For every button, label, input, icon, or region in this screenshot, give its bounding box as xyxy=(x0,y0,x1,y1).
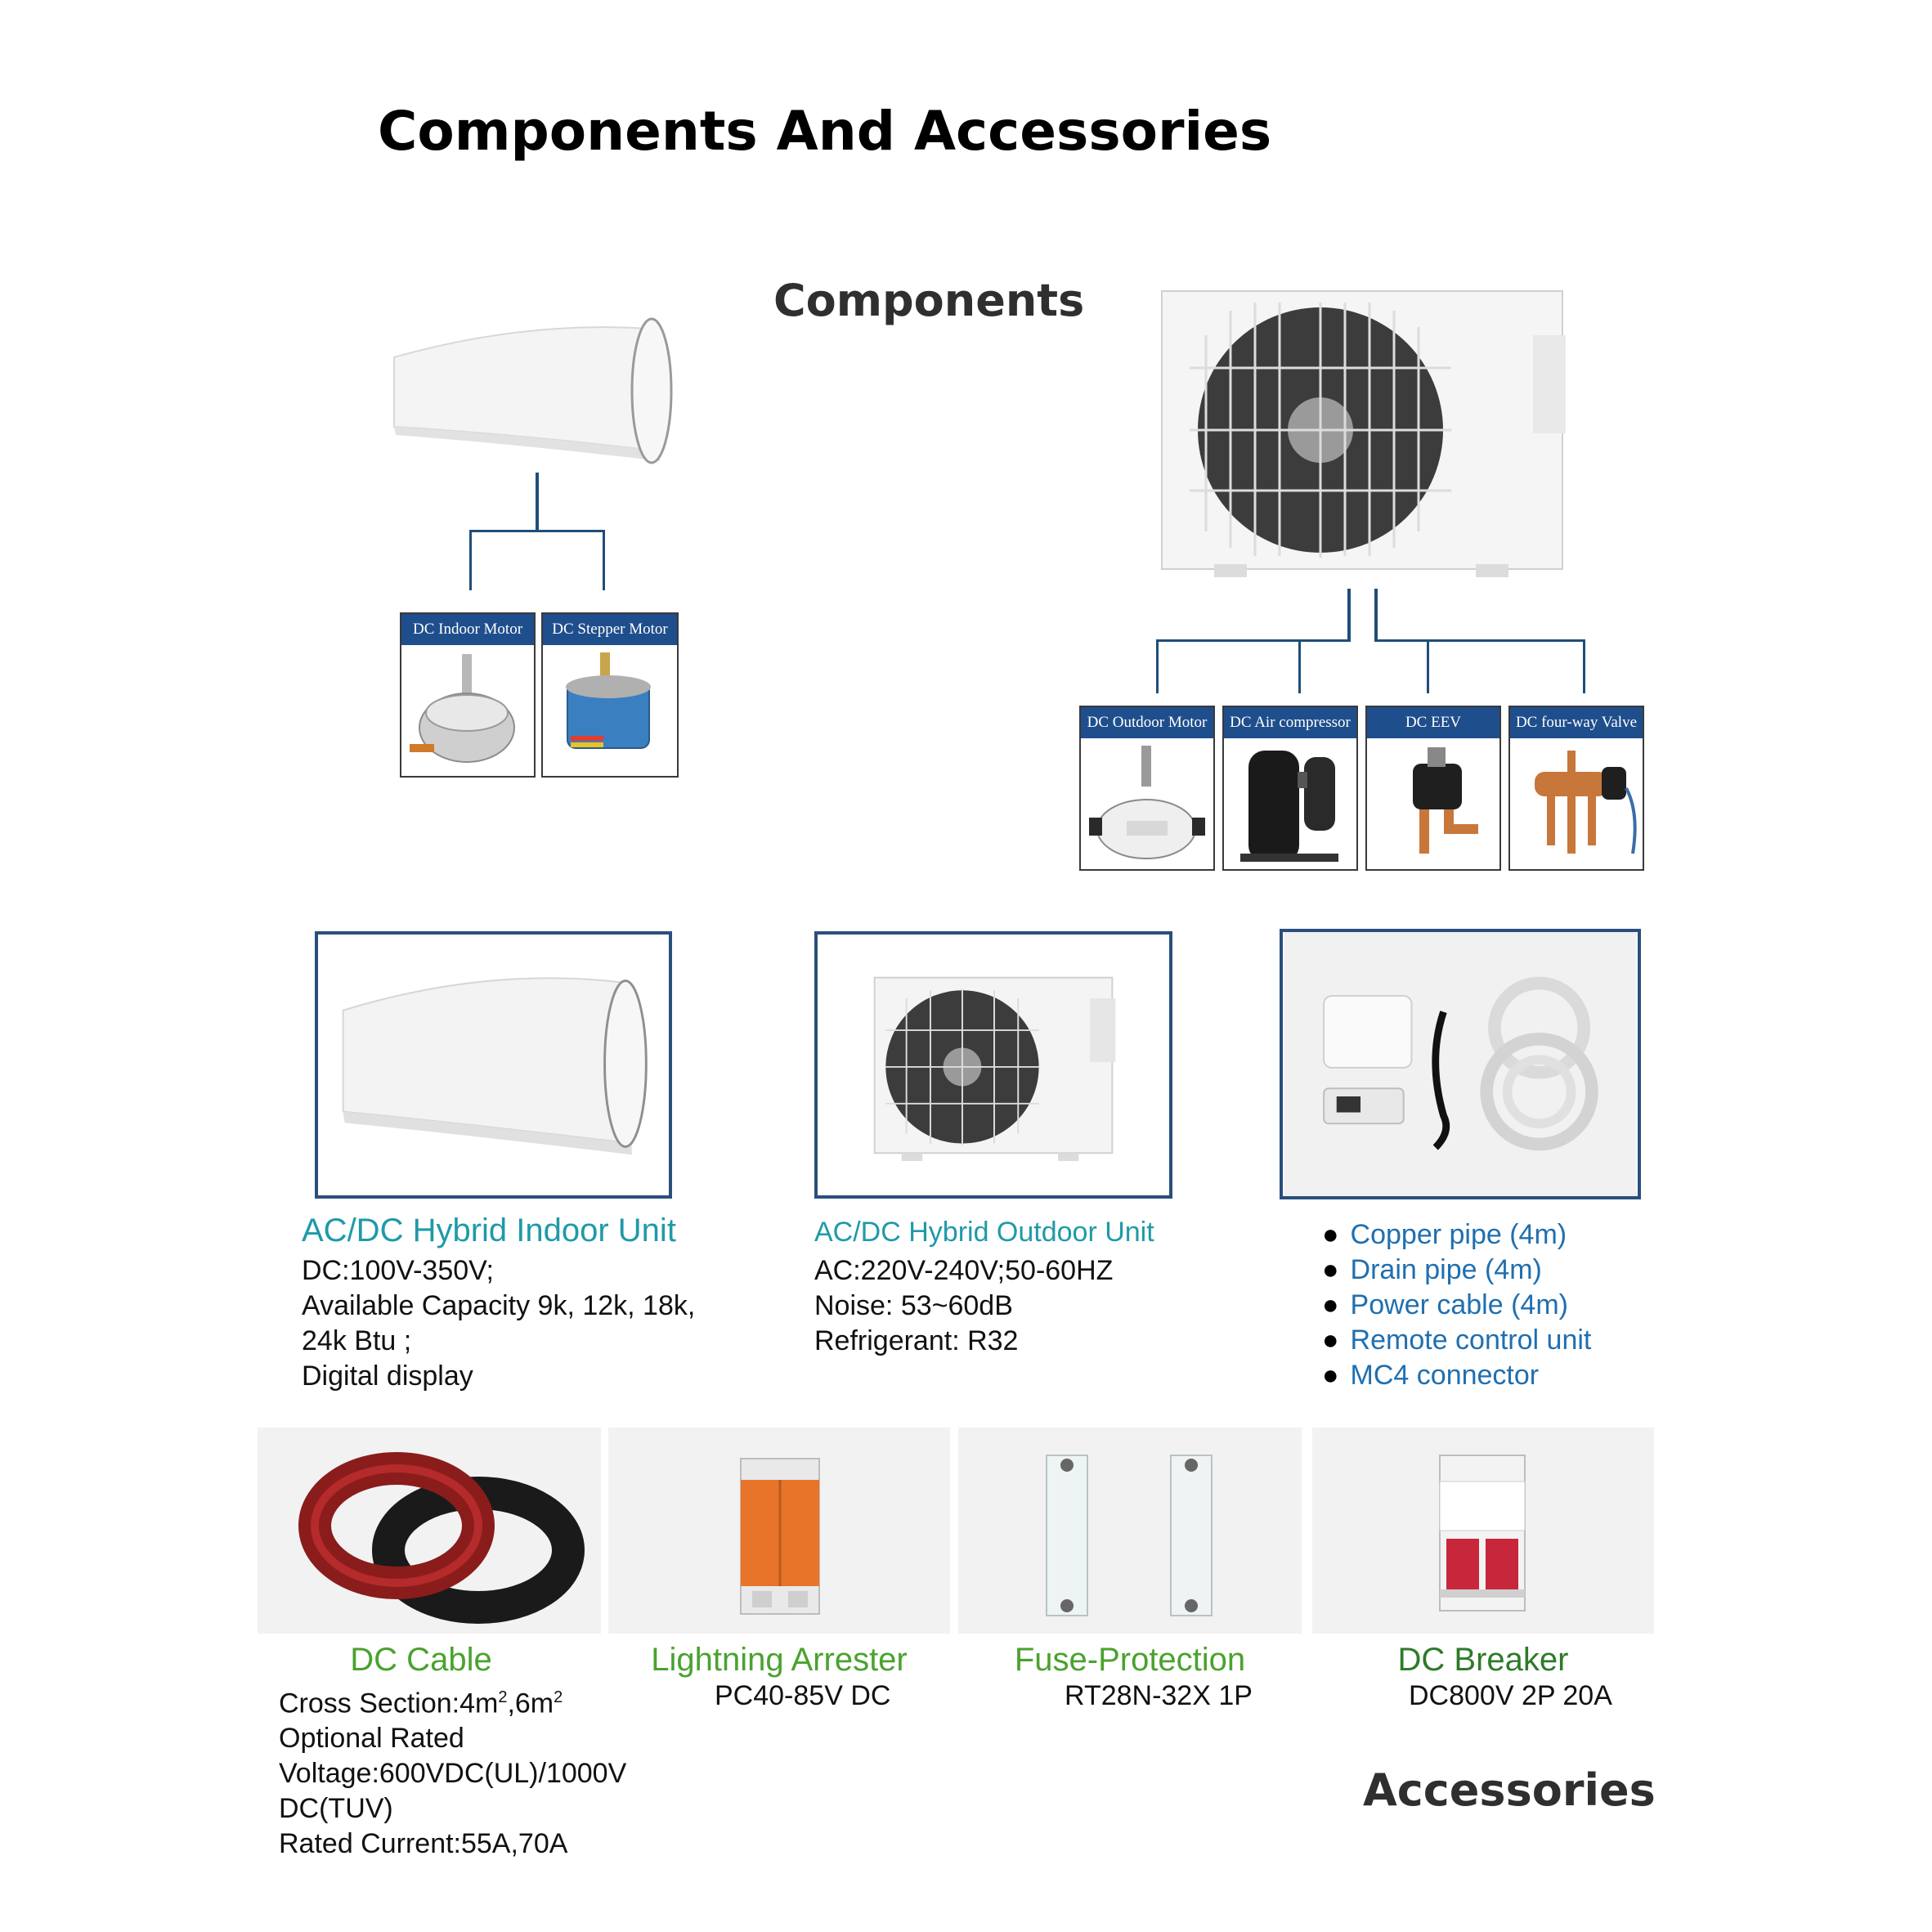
dc-breaker-image xyxy=(1312,1428,1654,1634)
spec-line: Available Capacity 9k, 12k, 18k, xyxy=(302,1290,696,1321)
tree-line xyxy=(469,530,472,590)
component-card-eev xyxy=(1365,706,1501,871)
tree-line xyxy=(1347,589,1351,641)
lightning-arrester-title: Lightning Arrester xyxy=(651,1642,908,1678)
fuse-protection-spec: RT28N-32X 1P xyxy=(1065,1680,1253,1711)
spec-line: AC:220V-240V;50-60HZ xyxy=(814,1255,1114,1286)
lightning-arrester-image xyxy=(608,1428,950,1634)
kit-item-label: Remote control unit xyxy=(1350,1325,1592,1356)
tree-line xyxy=(1583,639,1585,693)
superscript: 2 xyxy=(554,1688,563,1706)
tree-line xyxy=(1156,639,1159,693)
bullet-icon: ● xyxy=(1322,1219,1339,1250)
spec-line: DC(TUV) xyxy=(279,1793,393,1825)
kit-item-list xyxy=(1322,1217,1591,1393)
dc-cable-specs xyxy=(279,1680,626,1862)
list-item xyxy=(1322,1288,1591,1323)
component-label: DC EEV xyxy=(1367,707,1499,738)
installation-kit-frame xyxy=(1280,929,1641,1199)
tree-line xyxy=(1156,639,1351,642)
spec-line: Rated Current:55A,70A xyxy=(279,1828,568,1860)
kit-item-label: MC4 connector xyxy=(1350,1360,1540,1391)
outdoor-motor-icon xyxy=(1081,738,1213,869)
page-title: Components And Accessories xyxy=(378,100,1272,163)
spec-line: Noise: 53~60dB xyxy=(814,1290,1013,1321)
kit-item-label: Drain pipe (4m) xyxy=(1350,1254,1542,1285)
spec-line: Optional Rated xyxy=(279,1723,464,1755)
spec-line: Voltage:600VDC(UL)/1000V xyxy=(279,1758,627,1790)
tree-line xyxy=(1298,639,1301,693)
spec-line: Refrigerant: R32 xyxy=(814,1325,1019,1356)
outdoor-unit-image xyxy=(1157,286,1572,584)
lightning-arrester-spec: PC40-85V DC xyxy=(715,1680,891,1711)
dc-breaker-spec: DC800V 2P 20A xyxy=(1409,1680,1612,1711)
component-card-four-way-valve xyxy=(1508,706,1644,871)
outdoor-unit-specs xyxy=(814,1253,1113,1359)
outdoor-unit-frame xyxy=(814,931,1172,1199)
component-card-stepper-motor xyxy=(541,612,679,778)
components-heading: Components xyxy=(773,275,1085,326)
spec-line: DC:100V-350V; xyxy=(302,1255,494,1286)
indoor-unit-title: AC/DC Hybrid Indoor Unit xyxy=(302,1213,676,1248)
tree-line xyxy=(603,530,605,590)
component-label: DC Stepper Motor xyxy=(543,614,677,645)
compressor-icon xyxy=(1224,738,1356,869)
tree-line xyxy=(1374,589,1378,641)
stepper-motor-icon xyxy=(543,645,677,776)
tree-line xyxy=(1374,639,1585,642)
component-label: DC Indoor Motor xyxy=(401,614,534,645)
tree-line xyxy=(536,473,539,531)
bullet-icon: ● xyxy=(1322,1325,1339,1356)
list-item xyxy=(1322,1323,1591,1358)
indoor-unit-image xyxy=(378,312,684,468)
tree-line xyxy=(469,530,605,532)
cross-section-mid: ,6m xyxy=(507,1688,554,1719)
indoor-unit-specs xyxy=(302,1253,695,1394)
four-way-valve-icon xyxy=(1510,738,1643,869)
bullet-icon: ● xyxy=(1322,1289,1339,1320)
cross-section-line xyxy=(279,1680,626,1721)
component-card-air-compressor xyxy=(1222,706,1358,871)
accessories-heading: Accessories xyxy=(1363,1764,1656,1816)
superscript: 2 xyxy=(498,1688,508,1706)
list-item xyxy=(1322,1358,1591,1393)
fuse-protection-title: Fuse-Protection xyxy=(1014,1642,1246,1678)
cross-section-prefix: Cross Section:4m xyxy=(279,1688,499,1719)
component-label: DC Air compressor xyxy=(1224,707,1356,738)
component-card-outdoor-motor xyxy=(1079,706,1215,871)
motor-icon xyxy=(401,645,534,776)
fuse-protection-image xyxy=(958,1428,1302,1634)
bullet-icon: ● xyxy=(1322,1360,1339,1391)
spec-line: Digital display xyxy=(302,1360,473,1392)
bullet-icon: ● xyxy=(1322,1254,1339,1285)
dc-cable-image xyxy=(258,1428,601,1634)
component-card-indoor-motor xyxy=(400,612,536,778)
component-label: DC four-way Valve xyxy=(1510,707,1643,738)
dc-breaker-title: DC Breaker xyxy=(1397,1642,1569,1678)
kit-item-label: Copper pipe (4m) xyxy=(1350,1219,1567,1250)
indoor-unit-frame xyxy=(315,931,672,1199)
list-item xyxy=(1322,1217,1591,1253)
spec-line: 24k Btu ; xyxy=(302,1325,412,1356)
list-item xyxy=(1322,1253,1591,1288)
eev-valve-icon xyxy=(1367,738,1499,869)
dc-cable-title: DC Cable xyxy=(350,1642,492,1678)
tree-line xyxy=(1427,639,1429,693)
component-label: DC Outdoor Motor xyxy=(1081,707,1213,738)
kit-item-label: Power cable (4m) xyxy=(1350,1289,1568,1320)
outdoor-unit-title: AC/DC Hybrid Outdoor Unit xyxy=(814,1217,1154,1248)
